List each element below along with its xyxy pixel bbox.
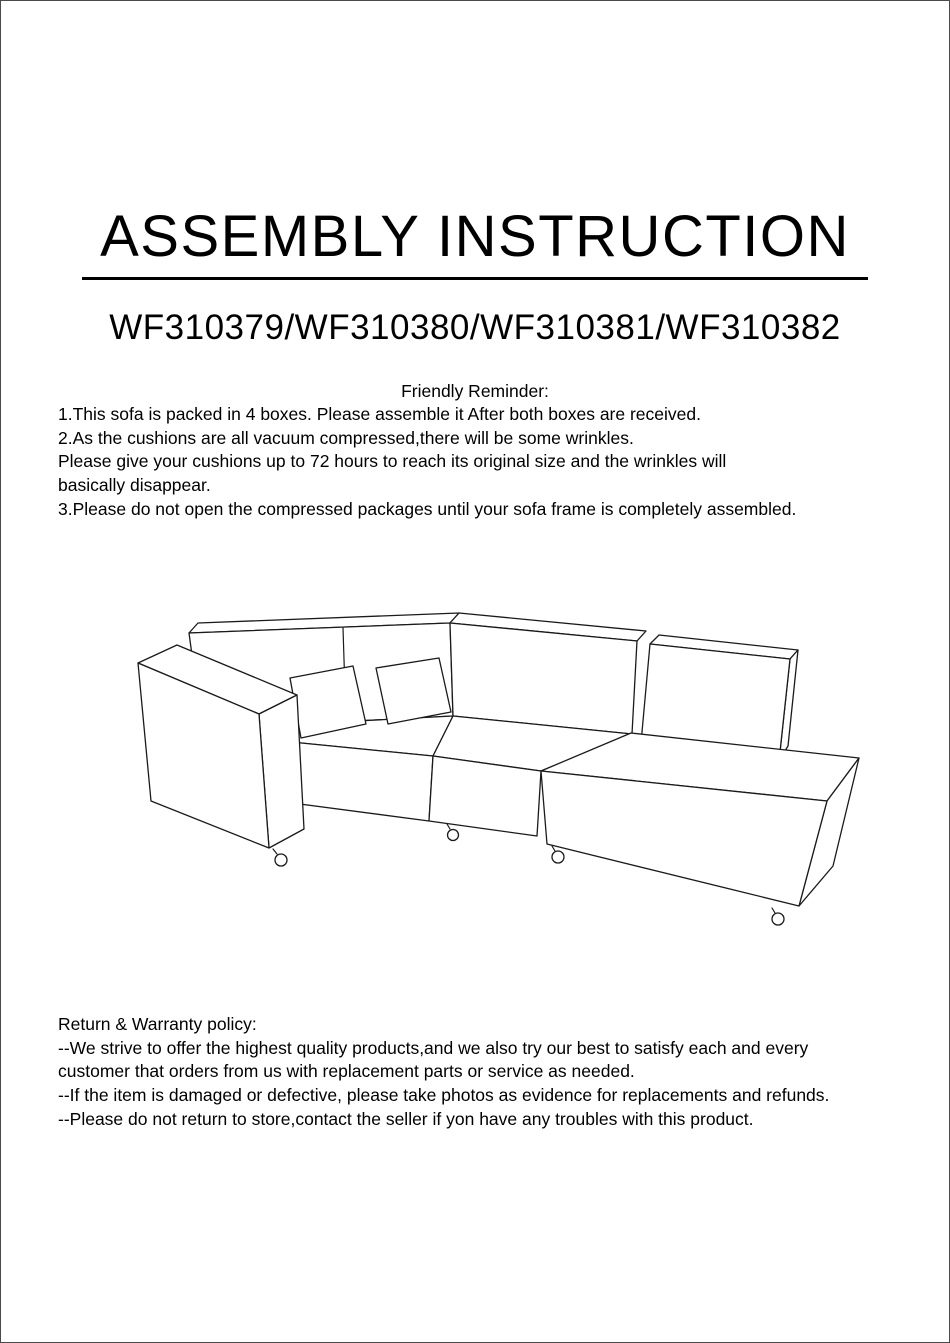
caster-wheel — [772, 913, 784, 925]
reminder-line: 2.As the cushions are all vacuum compressed,there will be some wrinkles. — [58, 427, 634, 448]
caster-wheel — [552, 851, 564, 863]
reminder-line: basically disappear. — [58, 475, 211, 496]
reminder-line: Please give your cushions up to 72 hours to reach its original size and the wrinkles will — [58, 451, 727, 472]
sofa-line-drawing-svg — [1, 586, 950, 976]
warranty-line: --Please do not return to store,contact the seller if yon have any troubles with this product. — [58, 1108, 754, 1129]
page-title: ASSEMBLY INSTRUCTION — [82, 204, 868, 280]
warranty-line: --If the item is damaged or defective, please take photos as evidence for replacements and refunds. — [58, 1085, 830, 1106]
sofa-chaise-bench — [541, 733, 859, 925]
throw-pillow-right — [376, 658, 451, 724]
warranty-section — [58, 1013, 924, 1132]
sofa-illustration — [1, 586, 950, 976]
warranty-heading: Return & Warranty policy: — [58, 1014, 257, 1034]
friendly-reminder-heading: Friendly Reminder: — [401, 381, 549, 401]
reminder-line: 1.This sofa is packed in 4 boxes. Please assemble it After both boxes are received. — [58, 404, 701, 424]
page-title-wrap — [1, 204, 949, 280]
warranty-line: --We strive to offer the highest quality products,and we also try our best to satisfy each and every — [58, 1037, 809, 1058]
caster-wheel — [448, 830, 459, 841]
friendly-reminder-text — [58, 403, 919, 522]
warranty-line: customer that orders from us with replacement parts or service as needed. — [58, 1061, 635, 1082]
model-numbers: WF310379/WF310380/WF310381/WF310382 — [109, 308, 841, 347]
reminder-line: 3.Please do not open the compressed packages until your sofa frame is completely assembled. — [58, 498, 797, 519]
caster-wheel — [275, 854, 287, 866]
sofa-right-back-panel — [450, 613, 646, 734]
